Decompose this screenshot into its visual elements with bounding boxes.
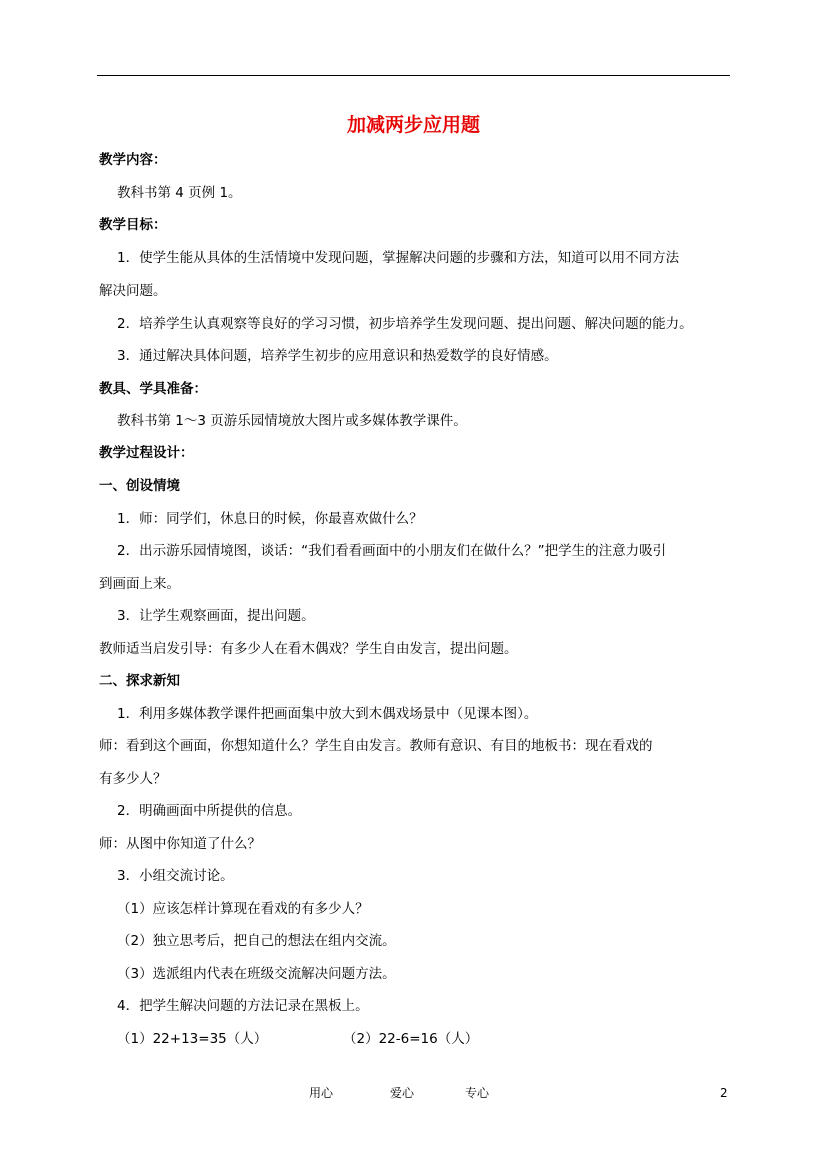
section-2-item-8: （3）选派组内代表在班级交流解决问题方法。 bbox=[117, 966, 396, 982]
section-2-item-3: 2．明确画面中所提供的信息。 bbox=[117, 803, 302, 819]
goal-1-line-2: 解决问题。 bbox=[99, 283, 167, 299]
document-title: 加减两步应用题 bbox=[346, 114, 480, 136]
header-rule bbox=[97, 75, 730, 76]
process-heading: 教学过程设计： bbox=[99, 445, 194, 461]
footer-word-2: 爱心 bbox=[390, 1086, 415, 1100]
goal-1-line-1: 1．使学生能从具体的生活情境中发现问题，掌握解决问题的步骤和方法，知道可以用不同方法 bbox=[117, 250, 680, 266]
section-2-heading: 二、探求新知 bbox=[99, 673, 180, 689]
content-heading: 教学内容： bbox=[99, 152, 167, 168]
section-1-item-3: 3．让学生观察画面，提出问题。 bbox=[117, 608, 315, 624]
section-1-heading: 一、创设情境 bbox=[99, 478, 180, 494]
section-2-item-2-line-2: 有多少人？ bbox=[99, 771, 167, 787]
section-2-item-6: （1）应该怎样计算现在看戏的有多少人？ bbox=[117, 901, 369, 917]
section-1-item-2-line-1: 2．出示游乐园情境图，谈话：“我们看看画面中的小朋友们在做什么？”把学生的注意力吸引 bbox=[117, 543, 667, 559]
page-number: 2 bbox=[720, 1086, 728, 1100]
tools-text: 教科书第 1～3 页游乐园情境放大图片或多媒体教学课件。 bbox=[117, 413, 467, 429]
footer-word-1: 用心 bbox=[309, 1086, 334, 1100]
equation-2: （2）22-6=16（人） bbox=[343, 1031, 479, 1047]
goals-heading: 教学目标： bbox=[99, 217, 167, 233]
content-text: 教科书第 4 页例 1。 bbox=[117, 185, 242, 201]
section-2-item-5: 3．小组交流讨论。 bbox=[117, 868, 234, 884]
tools-heading: 教具、学具准备： bbox=[99, 381, 207, 397]
section-1-item-4: 教师适当启发引导：有多少人在看木偶戏？学生自由发言，提出问题。 bbox=[99, 641, 518, 657]
section-1-item-2-line-2: 到画面上来。 bbox=[99, 576, 180, 592]
footer-word-3: 专心 bbox=[465, 1086, 490, 1100]
goal-2: 2．培养学生认真观察等良好的学习习惯，初步培养学生发现问题、提出问题、解决问题的能力。 bbox=[117, 316, 693, 332]
section-2-item-7: （2）独立思考后，把自己的想法在组内交流。 bbox=[117, 933, 396, 949]
section-2-item-2-line-1: 师：看到这个画面，你想知道什么？学生自由发言。教师有意识、有目的地板书：现在看戏的 bbox=[99, 738, 653, 754]
goal-3: 3．通过解决具体问题，培养学生初步的应用意识和热爱数学的良好情感。 bbox=[117, 348, 558, 364]
section-1-item-1: 1．师：同学们，休息日的时候，你最喜欢做什么？ bbox=[117, 511, 423, 527]
section-2-item-1: 1．利用多媒体教学课件把画面集中放大到木偶戏场景中（见课本图）。 bbox=[117, 706, 538, 722]
section-2-item-9: 4．把学生解决问题的方法记录在黑板上。 bbox=[117, 998, 369, 1014]
equation-1: （1）22+13=35（人） bbox=[117, 1031, 268, 1047]
section-2-item-4: 师：从图中你知道了什么？ bbox=[99, 836, 261, 852]
